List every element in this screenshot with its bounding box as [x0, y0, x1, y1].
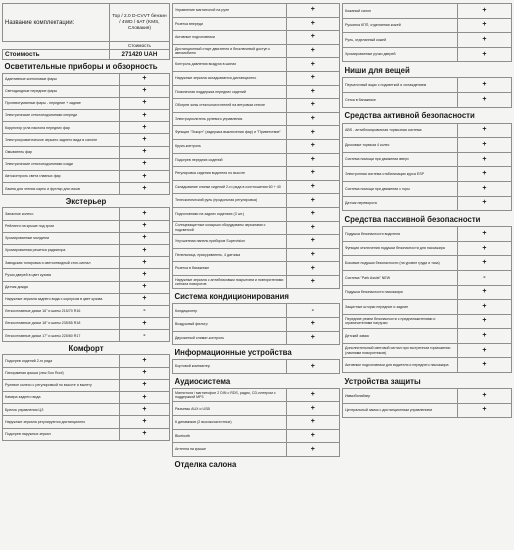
- spec-name: Легкосплавные диски 17" и шины 225/60 R17: [3, 330, 120, 342]
- col1-table: [2, 60, 170, 441]
- spec-row: [173, 221, 340, 235]
- spec-row: [3, 73, 170, 85]
- spec-name: Электронная система стабилизации курса ESP: [343, 167, 458, 182]
- spec-row: [3, 134, 170, 146]
- spec-row: [343, 4, 512, 19]
- spec-name: Активные подголовники: [173, 31, 287, 45]
- spec-name: Детский замок: [343, 329, 458, 344]
- spec-row: [3, 220, 170, 232]
- config-header-table: [2, 3, 170, 60]
- spec-row: [3, 85, 170, 97]
- spec-row: [173, 4, 340, 18]
- spec-name: Антенна на крыше: [173, 443, 287, 457]
- spec-name: Разъемы AUX и USB: [173, 402, 287, 416]
- spec-value: +: [286, 207, 339, 221]
- spec-name: Датчик переворота: [343, 196, 458, 211]
- spec-name: Подголовники на задних сидениях (3 шт.): [173, 207, 287, 221]
- spec-row: [343, 78, 512, 93]
- spec-row: [343, 167, 512, 182]
- spec-name: Ручки дверей в цвет кузова: [3, 269, 120, 281]
- spec-name: Датчик дождя: [3, 281, 120, 293]
- section-title: Средства активной безопасности: [344, 111, 475, 121]
- section-title: Комфорт: [68, 344, 104, 354]
- spec-value: +: [286, 85, 339, 99]
- spec-value: +: [457, 241, 511, 256]
- spec-row: [343, 196, 512, 211]
- spec-row: [343, 389, 512, 404]
- spec-value: +: [286, 194, 339, 208]
- spec-row: [343, 358, 512, 373]
- spec-row: [173, 275, 340, 289]
- spec-row: [173, 388, 340, 402]
- spec-value: +: [457, 181, 511, 196]
- spec-value: +: [119, 367, 169, 379]
- spec-row: [3, 97, 170, 109]
- spec-row: [343, 256, 512, 271]
- spec-name: Хромированные ручки дверей: [343, 47, 458, 62]
- spec-row: [343, 343, 512, 358]
- spec-row: [3, 232, 170, 244]
- spec-row: [3, 379, 170, 391]
- spec-name: Брелок управления ЦЗ: [3, 404, 120, 416]
- spec-name: Подогрев передних сидений: [173, 153, 287, 167]
- spec-row: [173, 85, 340, 99]
- spec-name: Улучшенная панель приборов Supervision: [173, 235, 287, 249]
- spec-value: +: [119, 85, 169, 97]
- spec-name: Легкосплавные диски 18" и шины 235/55 R18: [3, 318, 120, 330]
- spec-value: +: [457, 138, 511, 153]
- col2-rows: [173, 4, 340, 472]
- spec-value: +: [119, 208, 169, 220]
- spec-name: Противотуманные фары - передние + задние: [3, 97, 120, 109]
- spec-value: +: [286, 275, 339, 289]
- spec-value: +: [286, 180, 339, 194]
- spec-value: +: [286, 112, 339, 126]
- spec-name: Подушка безопасности пассажира: [343, 285, 458, 300]
- section-header-row: [173, 345, 340, 360]
- spec-name: Бортовой компьютер: [173, 360, 287, 374]
- spec-name: Омыватель фар: [3, 146, 120, 158]
- spec-name: Функция "Эскорт" (задержка выключения фар) и "Приветствие": [173, 126, 287, 140]
- column-2: [172, 3, 340, 471]
- spec-value: +: [286, 443, 339, 457]
- spec-row: [3, 355, 170, 367]
- spec-name: Подушка безопасности водителя: [343, 227, 458, 242]
- spec-name: Центральный замок с дистанционным управлением: [343, 403, 458, 418]
- spec-row: [3, 281, 170, 293]
- spec-name: Боковые подушки безопасности (на уровне груди и таза): [343, 256, 458, 271]
- spec-row: [173, 402, 340, 416]
- spec-name: Система помощи при движении вверх: [343, 152, 458, 167]
- spec-name: Камера заднего вида: [3, 392, 120, 404]
- spec-row: [3, 158, 170, 170]
- spec-row: [343, 241, 512, 256]
- spec-name: ABS - антиблокировочная тормозная система: [343, 123, 458, 138]
- config-value: Top / 2.0 D-CVVT бензин / 4WD / 6AT (KMS, Словакия): [109, 4, 169, 42]
- spec-value: +: [119, 392, 169, 404]
- spec-name: Легкосплавные диски 16" и шины 215/70 R16: [3, 305, 120, 317]
- spec-name: Перчаточный ящик с подсветкой и охлаждением: [343, 78, 458, 93]
- spec-value: +: [457, 4, 511, 19]
- spec-name: Регулировка сидения водителя по высоте: [173, 167, 287, 181]
- spec-value: -: [119, 330, 169, 342]
- spec-value: +: [286, 153, 339, 167]
- spec-name: Bluetooth: [173, 429, 287, 443]
- spec-name: Подогрев наружных зеркал: [3, 428, 120, 440]
- spec-name: 6 динамиков (2 высокочастотных): [173, 416, 287, 430]
- spec-name: Руль, отделанный кожей: [343, 33, 458, 48]
- spec-value: -: [457, 270, 511, 285]
- section-title: Система кондиционирования: [174, 292, 289, 302]
- spec-name: Солнцезащитные козырьки оборудованы зеркалами с подсветкой: [173, 221, 287, 235]
- spec-value: +: [119, 244, 169, 256]
- spec-name: Иммобилайзер: [343, 389, 458, 404]
- spec-row: [3, 367, 170, 379]
- spec-value: +: [457, 123, 511, 138]
- spec-value: +: [119, 183, 169, 195]
- section-header-row: [173, 456, 340, 471]
- section-header-row: [173, 373, 340, 388]
- spec-row: [3, 428, 170, 440]
- spec-name: Дистанционный старт двигателя и бесключевой доступ к автомобилю: [173, 44, 287, 58]
- section-title: Средства пассивной безопасности: [344, 214, 481, 224]
- spec-value: +: [119, 134, 169, 146]
- section-title: Устройства защиты: [344, 376, 421, 386]
- spec-name: Система помощи при движении с горы: [343, 181, 458, 196]
- spec-value: +: [119, 73, 169, 85]
- section-header-row: [173, 289, 340, 304]
- spec-value: +: [457, 285, 511, 300]
- spec-value: +: [286, 235, 339, 249]
- spec-row: [173, 139, 340, 153]
- col2-table: [172, 3, 340, 471]
- spec-name: Корректор угла наклона передних фар: [3, 122, 120, 134]
- spec-name: Двухзонный климат-контроль: [173, 331, 287, 345]
- spec-name: Поясничная поддержка передних сидений: [173, 85, 287, 99]
- spec-row: [173, 360, 340, 374]
- spec-name: Электроусилитель рулевого управления: [173, 112, 287, 126]
- spec-name: Рулевое колесо с регулировкой по высоте и вылету: [3, 379, 120, 391]
- config-label: Название комплектации:: [3, 4, 110, 42]
- spec-value: +: [457, 256, 511, 271]
- spec-name: Функция отключения подушки безопасности для пассажира: [343, 241, 458, 256]
- spec-value: +: [286, 44, 339, 58]
- spec-row: [343, 227, 512, 242]
- col1-rows: [3, 60, 170, 440]
- section-title: Отделка салона: [174, 460, 237, 470]
- spec-row: [173, 167, 340, 181]
- spec-value: +: [119, 379, 169, 391]
- spec-value: +: [286, 221, 339, 235]
- spec-value: +: [119, 257, 169, 269]
- spec-value: +: [119, 232, 169, 244]
- spec-row: [343, 314, 512, 329]
- col3-table: [342, 3, 512, 418]
- spec-value: +: [286, 248, 339, 262]
- spec-row: [173, 416, 340, 430]
- section-header-row: [3, 342, 170, 355]
- section-header-row: [3, 60, 170, 73]
- spec-value: +: [286, 388, 339, 402]
- spec-name: Хромированные молдинги: [3, 232, 120, 244]
- spec-value: +: [457, 389, 511, 404]
- spec-value: +: [457, 314, 511, 329]
- spec-name: Сетка в багажнике: [343, 92, 458, 107]
- spec-row: [3, 305, 170, 317]
- spec-value: +: [457, 403, 511, 418]
- spec-row: [173, 112, 340, 126]
- spec-value: +: [119, 110, 169, 122]
- spec-row: [3, 269, 170, 281]
- spec-value: +: [119, 318, 169, 330]
- spec-row: [173, 194, 340, 208]
- spec-value: -: [286, 304, 339, 318]
- spec-name: Воздушный фильтр: [173, 318, 287, 332]
- price-row: [3, 50, 170, 60]
- spec-name: Контроль давления воздуха в шинах: [173, 58, 287, 72]
- spec-row: [173, 262, 340, 276]
- spec-row: [173, 99, 340, 113]
- spec-name: Лампа для чтения карты и футляр для очков: [3, 183, 120, 195]
- spec-row: [3, 392, 170, 404]
- spec-name: Система "Park Assist" NEW: [343, 270, 458, 285]
- spec-value: +: [119, 269, 169, 281]
- spec-value: +: [286, 58, 339, 72]
- spec-value: +: [286, 429, 339, 443]
- spec-value: +: [119, 281, 169, 293]
- spec-value: +: [457, 33, 511, 48]
- spec-row: [173, 318, 340, 332]
- col3-rows: [343, 4, 512, 418]
- spec-row: [3, 416, 170, 428]
- spec-row: [173, 44, 340, 58]
- spec-value: +: [119, 416, 169, 428]
- spec-name: Пепельница, прикуриватель, 4 датчика: [173, 248, 287, 262]
- spec-name: Запасное колесо: [3, 208, 120, 220]
- section-header-row: [343, 373, 512, 389]
- spec-row: [343, 403, 512, 418]
- spec-name: Рукоятка КПП, отделанная кожей: [343, 18, 458, 33]
- spec-value: -: [119, 305, 169, 317]
- spec-name: Активные подголовники для водителя и переднего пассажира: [343, 358, 458, 373]
- spec-value: +: [286, 126, 339, 140]
- spec-name: Управление магнитолой на руле: [173, 4, 287, 18]
- spec-value: +: [119, 404, 169, 416]
- spec-value: +: [457, 358, 511, 373]
- spec-value: +: [286, 416, 339, 430]
- spec-value: +: [286, 71, 339, 85]
- spec-value: +: [286, 402, 339, 416]
- spec-value: +: [457, 227, 511, 242]
- price-value: 271420 UAH: [109, 50, 169, 60]
- spec-name: Складывание спинки сидений 2-го ряда в соотношении 60 + 40: [173, 180, 287, 194]
- spec-row: [173, 207, 340, 221]
- spec-name: Подогрев сидений 2-го ряда: [3, 355, 120, 367]
- section-header-row: [343, 62, 512, 78]
- section-header-row: [3, 195, 170, 208]
- section-header-row: [343, 107, 512, 123]
- section-title: Ниши для вещей: [344, 65, 410, 75]
- spec-value: +: [286, 262, 339, 276]
- spec-row: [343, 18, 512, 33]
- config-row: [3, 4, 170, 42]
- spec-value: +: [119, 97, 169, 109]
- spec-row: [173, 126, 340, 140]
- spec-name: Электрические стеклоподъемники сзади: [3, 158, 120, 170]
- spec-row: [3, 257, 170, 269]
- spec-row: [3, 110, 170, 122]
- column-1: [2, 3, 170, 441]
- spec-value: +: [286, 360, 339, 374]
- spec-name: Наружные зеркала регулируются дистанционно: [3, 416, 120, 428]
- spec-row: [343, 329, 512, 344]
- spec-row: [3, 330, 170, 342]
- spec-name: Заводская тонировка и светоотводный стоп-сигнал: [3, 257, 120, 269]
- spec-row: [343, 181, 512, 196]
- spec-name: Хромированная решетка радиатора: [3, 244, 120, 256]
- spec-row: [3, 318, 170, 330]
- spec-value: +: [286, 99, 339, 113]
- spec-value: +: [286, 31, 339, 45]
- spec-value: +: [457, 152, 511, 167]
- spec-value: +: [457, 78, 511, 93]
- spec-row: [173, 235, 340, 249]
- spec-value: +: [286, 4, 339, 18]
- spec-name: Розетка впереди: [173, 17, 287, 31]
- spec-name: Наружные зеркала заднего вида с корпусом в цвет кузова: [3, 293, 120, 305]
- spec-name: Панорамная крыша (люк Sun Roof): [3, 367, 120, 379]
- spec-name: Автоконтроль света главных фар: [3, 171, 120, 183]
- spec-row: [173, 17, 340, 31]
- spec-value: +: [286, 17, 339, 31]
- spec-value: +: [457, 329, 511, 344]
- spec-row: [173, 58, 340, 72]
- spec-value: +: [286, 318, 339, 332]
- spec-row: [3, 171, 170, 183]
- spec-row: [3, 183, 170, 195]
- spec-row: [343, 33, 512, 48]
- spec-name: Электрохроматическое зеркало заднего вида в салоне: [3, 134, 120, 146]
- spec-value: +: [119, 171, 169, 183]
- spec-row: [3, 122, 170, 134]
- spec-row: [173, 31, 340, 45]
- spec-row: [343, 138, 512, 153]
- spec-row: [173, 248, 340, 262]
- spec-row: [3, 244, 170, 256]
- spec-value: +: [119, 146, 169, 158]
- section-title: Аудиосистема: [174, 376, 231, 386]
- spec-value: +: [119, 293, 169, 305]
- spec-row: [343, 152, 512, 167]
- spec-name: Магнитола / магнитофон 2 DIN с RDS, радио, CD-плеером с поддержкой MP3: [173, 388, 287, 402]
- spec-name: Обогрев зоны стеклоочистителей на ветровом стекле: [173, 99, 287, 113]
- spec-row: [343, 270, 512, 285]
- spec-row: [173, 71, 340, 85]
- spec-name: Телескопический руль (продольная регулировка): [173, 194, 287, 208]
- spec-row: [3, 293, 170, 305]
- spec-name: Наружные зеркала складываются дистанционно: [173, 71, 287, 85]
- spec-row: [173, 180, 340, 194]
- spec-name: Адаптивные ксеноновые фары: [3, 73, 120, 85]
- spec-value: +: [119, 122, 169, 134]
- section-title: Информационные устройства: [174, 348, 292, 358]
- spec-value: +: [119, 220, 169, 232]
- spec-name: Розетка в багажнике: [173, 262, 287, 276]
- spec-row: [343, 285, 512, 300]
- spec-value: +: [457, 18, 511, 33]
- spec-row: [343, 47, 512, 62]
- price-label: Стоимость: [3, 50, 110, 60]
- spec-value: +: [286, 139, 339, 153]
- section-title: Экстерьер: [65, 197, 107, 207]
- spec-name: Светодиодные передние фары: [3, 85, 120, 97]
- spec-value: +: [286, 331, 339, 345]
- spec-row: [173, 304, 340, 318]
- spec-name: Круиз-контроль: [173, 139, 287, 153]
- spec-name: Защитные шторки передние и задние: [343, 300, 458, 315]
- spec-row: [343, 123, 512, 138]
- spec-value: +: [119, 158, 169, 170]
- spec-row: [173, 153, 340, 167]
- spec-row: [3, 404, 170, 416]
- section-title: Осветительные приборы и обзорность: [4, 62, 158, 72]
- spec-name: Наружные зеркала с антибликовым покрытием и повторителями сигнала поворотов: [173, 275, 287, 289]
- spec-row: [173, 429, 340, 443]
- price-caption: Стоимость: [109, 42, 169, 50]
- spec-value: +: [457, 167, 511, 182]
- price-caption-row: [3, 42, 170, 50]
- spec-row: [173, 331, 340, 345]
- spec-name: Передние ремни безопасности с преднатяжителями и ограничителями нагрузки: [343, 314, 458, 329]
- spec-value: +: [119, 428, 169, 440]
- spec-value: +: [457, 92, 511, 107]
- spec-name: Кожаный салон: [343, 4, 458, 19]
- spec-value: +: [286, 167, 339, 181]
- spec-value: +: [457, 196, 511, 211]
- spec-name: Электрические стеклоподъемники спереди: [3, 110, 120, 122]
- spec-name: Дополнительный световой сигнал при экстренном торможении (лампами поворотников): [343, 343, 458, 358]
- column-3: [342, 3, 512, 418]
- spec-name: Рейлинги на крыше под хром: [3, 220, 120, 232]
- spec-name: Кондиционер: [173, 304, 287, 318]
- section-header-row: [343, 211, 512, 227]
- spec-row: [3, 208, 170, 220]
- spec-value: +: [457, 300, 511, 315]
- spec-row: [173, 443, 340, 457]
- spec-row: [3, 146, 170, 158]
- spec-name: Дисковые тормоза 4 колес: [343, 138, 458, 153]
- spec-value: +: [119, 355, 169, 367]
- spec-row: [343, 300, 512, 315]
- spec-row: [343, 92, 512, 107]
- spec-value: +: [457, 47, 511, 62]
- spec-value: +: [457, 343, 511, 358]
